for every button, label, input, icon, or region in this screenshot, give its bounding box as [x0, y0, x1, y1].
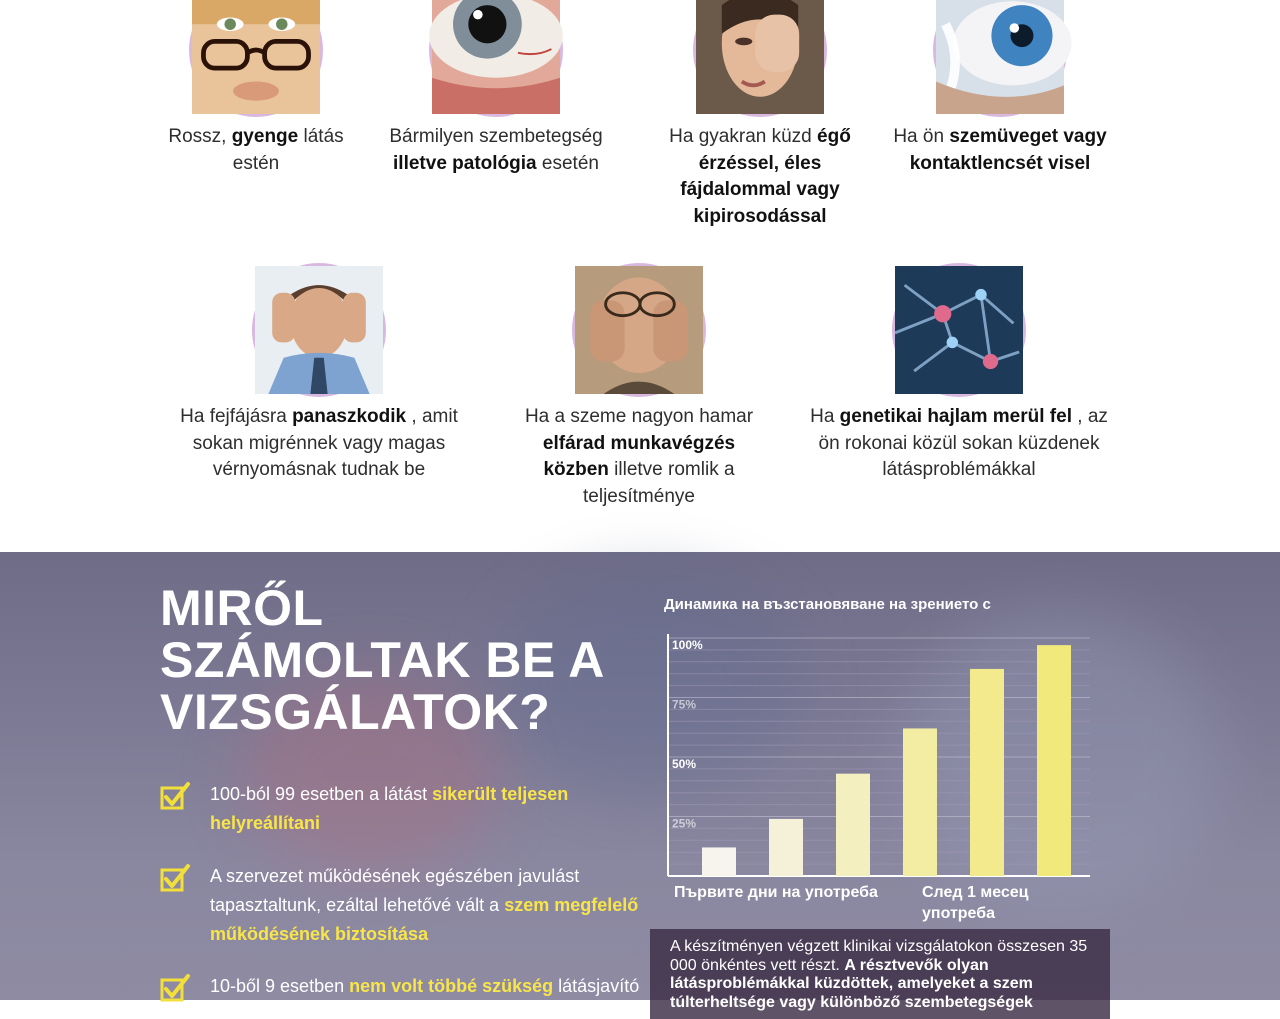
symptom-text-bold: panaszkodik	[292, 406, 407, 427]
research-section	[0, 552, 1280, 1011]
research-heading: MIRŐL SZÁMOLTAK BE A VIZSGÁLATOK?	[160, 580, 604, 740]
symptom-image-contact-lens-eye	[933, 0, 1067, 117]
symptom-image-woman-glasses	[189, 0, 323, 117]
symptom-text	[376, 124, 616, 177]
chart-bar	[836, 774, 870, 876]
symptom-text	[804, 404, 1114, 484]
symptom-image-neurons	[892, 263, 1026, 397]
symptom-image-red-eye	[429, 0, 563, 117]
chart-bar	[903, 728, 937, 876]
chart-xlabel-first: Първите дни на употреба	[674, 884, 878, 901]
symptom-text-part: , az ön rokonai közül sokan küzdenek látásproblémákkal	[818, 406, 1108, 480]
symptom-text-part: Ha fejfájásra	[180, 406, 293, 427]
study-note	[650, 929, 1110, 1019]
chart-bar	[970, 669, 1004, 876]
check-text-highlight: szem megfelelő működésének biztosítása	[210, 895, 639, 944]
study-note-bold: A résztvevők olyan látásproblémákkal küzdöttek, amelyeket a szem túlterheltsége vagy különböző szembetegségek	[670, 956, 1033, 1011]
chart-tick-label: 100%	[672, 638, 703, 652]
recovery-chart	[660, 592, 1110, 932]
chart-title: Динамика на възстановяване на зрението с	[664, 596, 991, 613]
check-text-part: látásjavító	[553, 976, 640, 996]
symptom-text-bold: elfárad munkavégzés közben	[542, 432, 736, 480]
chart-tick-label: 25%	[672, 816, 697, 831]
symptom-text	[156, 124, 356, 177]
check-text	[210, 780, 650, 838]
symptom-text-bold: genetikai hajlam merül fel	[839, 406, 1072, 427]
symptom-text-part: , amit sokan migrénnek vagy magas vérnyomásnak tudnak be	[192, 406, 458, 480]
chart-tick-label: 75%	[672, 697, 697, 712]
study-note-plain: A készítményen végzett klinikai vizsgálatokon összesen 35 000 önkéntes vett részt.	[670, 938, 1088, 974]
symptom-text-bold: égő érzéssel, éles fájdalommal vagy kipirosodással	[680, 126, 851, 227]
symptom-text	[880, 124, 1120, 177]
check-text-part: 10-ből 9 esetben	[210, 976, 350, 996]
check-text-highlight: sikerült teljesen helyreállítani	[210, 784, 569, 833]
symptom-text-bold: illetve patológia	[393, 152, 537, 174]
check-text	[210, 862, 650, 949]
symptom-text-part: Ha ön	[893, 126, 950, 147]
check-text-highlight: nem volt többé szükség	[349, 976, 554, 996]
chart-bar	[769, 819, 803, 876]
chart-tick-label: 50%	[672, 757, 697, 771]
symptom-text-part: Ha	[810, 406, 840, 427]
symptom-text-part: Rossz,	[168, 126, 232, 147]
chart-svg	[660, 592, 1110, 932]
symptom-image-woman-rubbing-eye	[693, 0, 827, 117]
symptom-text	[509, 404, 769, 510]
chart-xlabel-second: След 1 месец употреба	[922, 884, 1029, 922]
symptom-text-bold: gyenge	[231, 126, 299, 147]
symptom-text	[660, 124, 860, 230]
check-text-part: A szervezet működésének egészében javulást tapasztaltunk, ezáltal lehetővé vált a	[210, 866, 580, 915]
symptom-image-man-headache	[252, 263, 386, 397]
check-text-part: 100-ból 99 esetben a látást	[210, 784, 433, 804]
chart-bar	[702, 847, 736, 876]
symptom-text-part: illetve romlik a teljesítménye	[583, 459, 735, 507]
symptom-text	[174, 404, 464, 484]
chart-bar	[1037, 645, 1071, 876]
symptom-text-part: látás estén	[232, 126, 344, 174]
check-text	[210, 972, 650, 1001]
symptom-text-bold: szemüveget vagy kontaktlencsét visel	[909, 126, 1107, 174]
checkbox-icon	[160, 782, 190, 810]
symptom-image-tired-man-glasses	[572, 263, 706, 397]
checkbox-icon	[160, 864, 190, 892]
checkbox-icon	[160, 974, 190, 1002]
symptom-text-part: esetén	[536, 152, 599, 174]
symptom-text-part: Ha gyakran küzd	[669, 126, 818, 147]
symptom-text-part: Bármilyen szembetegség	[389, 126, 603, 147]
symptom-text-part: Ha a szeme nagyon hamar	[524, 406, 754, 427]
